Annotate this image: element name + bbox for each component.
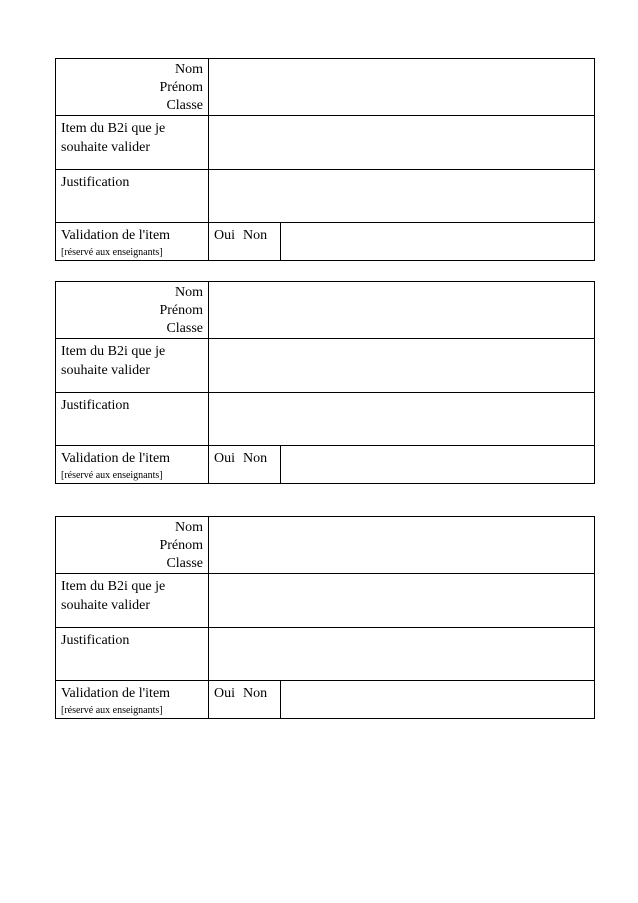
validation-field[interactable] [281, 446, 595, 484]
non-option[interactable]: Non [243, 228, 268, 243]
justification-label-cell [56, 393, 209, 446]
item-label-cell [56, 574, 209, 628]
justification-field[interactable] [209, 170, 595, 223]
non-option[interactable]: Non [243, 451, 268, 466]
nom-label: Nom [175, 285, 203, 300]
item-field[interactable] [209, 116, 595, 170]
oui-non-cell [209, 446, 281, 484]
identity-field[interactable] [209, 59, 595, 116]
b2i-form-2 [55, 281, 595, 484]
validation-field[interactable] [281, 681, 595, 719]
validation-label: Validation de l'item [61, 228, 171, 243]
item-label-cell [56, 116, 209, 170]
item-label: Item du B2i que je souhaite valider [61, 121, 166, 155]
justification-label: Justification [61, 175, 130, 190]
oui-option[interactable]: Oui [214, 451, 235, 466]
justification-field[interactable] [209, 393, 595, 446]
validation-label-cell [56, 681, 209, 719]
justification-field[interactable] [209, 628, 595, 681]
oui-non-cell [209, 681, 281, 719]
justification-label-cell [56, 170, 209, 223]
validation-note: [réservé aux enseignants] [61, 705, 163, 716]
identity-field[interactable] [209, 517, 595, 574]
validation-label: Validation de l'item [61, 686, 171, 701]
identity-labels-cell [56, 59, 209, 116]
classe-label: Classe [166, 321, 203, 336]
item-field[interactable] [209, 574, 595, 628]
justification-label: Justification [61, 398, 130, 413]
validation-label-cell [56, 446, 209, 484]
nom-label: Nom [175, 520, 203, 535]
identity-labels-cell [56, 282, 209, 339]
validation-note: [réservé aux enseignants] [61, 470, 163, 481]
prenom-label: Prénom [159, 303, 203, 318]
justification-label: Justification [61, 633, 130, 648]
b2i-form-1 [55, 58, 595, 261]
validation-field[interactable] [281, 223, 595, 261]
oui-option[interactable]: Oui [214, 686, 235, 701]
item-label-cell [56, 339, 209, 393]
classe-label: Classe [166, 98, 203, 113]
validation-label: Validation de l'item [61, 451, 171, 466]
prenom-label: Prénom [159, 538, 203, 553]
oui-option[interactable]: Oui [214, 228, 235, 243]
item-label: Item du B2i que je souhaite valider [61, 344, 166, 378]
validation-note: [réservé aux enseignants] [61, 247, 163, 258]
validation-label-cell [56, 223, 209, 261]
item-field[interactable] [209, 339, 595, 393]
nom-label: Nom [175, 62, 203, 77]
identity-field[interactable] [209, 282, 595, 339]
prenom-label: Prénom [159, 80, 203, 95]
non-option[interactable]: Non [243, 686, 268, 701]
oui-non-cell [209, 223, 281, 261]
justification-label-cell [56, 628, 209, 681]
classe-label: Classe [166, 556, 203, 571]
identity-labels-cell [56, 517, 209, 574]
item-label: Item du B2i que je souhaite valider [61, 579, 166, 613]
b2i-form-3 [55, 516, 595, 719]
